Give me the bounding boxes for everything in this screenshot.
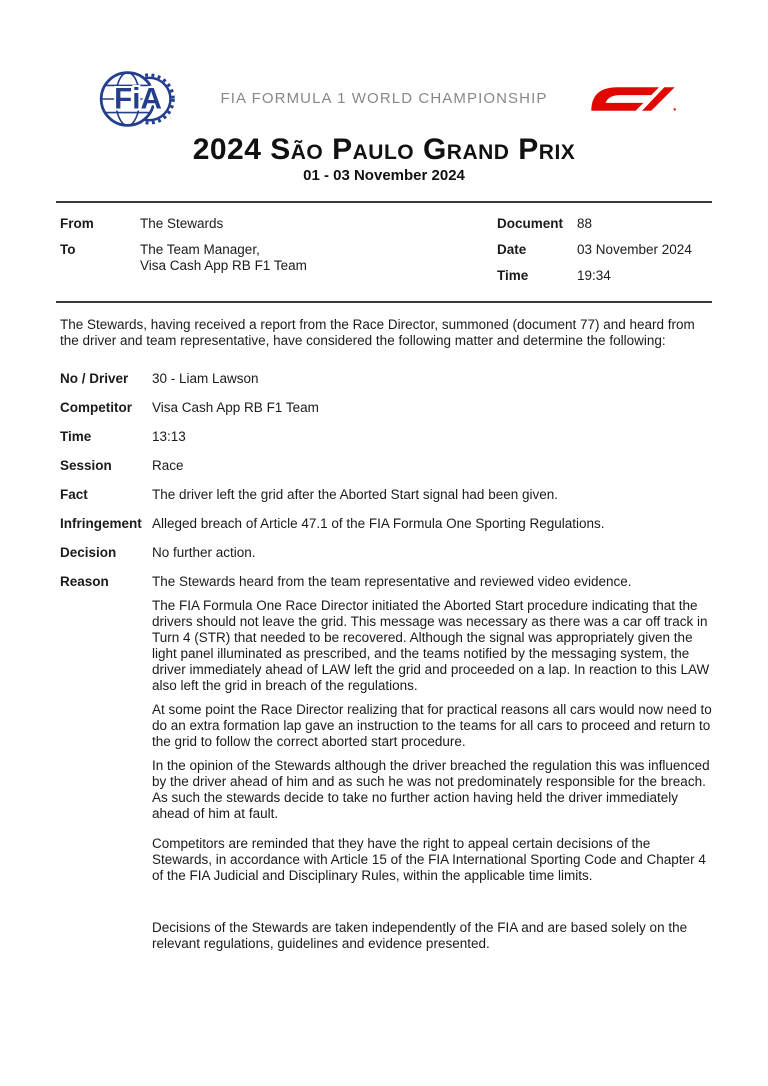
event-title: 2024 São Paulo Grand Prix (192, 133, 576, 166)
competitor-label: Competitor (60, 400, 132, 415)
reason-paragraph-4: In the opinion of the Stewards although the driver breached the regulation this was influenced by the driver ahead of him and as such he was not predominately responsible for the breach. As such the stewards decide to take no further action having held the driver immediately ahead of him at fault. (152, 758, 710, 821)
reason-value (152, 574, 712, 822)
decision-value: No further action. (152, 545, 256, 560)
infringement-value: Alleged breach of Article 47.1 of the FIA Formula One Sporting Regulations. (152, 516, 605, 531)
field-row-infringement (60, 516, 712, 532)
meta-right-column (497, 216, 712, 284)
to-value (140, 242, 497, 274)
session-time-value: 13:13 (152, 429, 186, 444)
svg-text:FiA: FiA (114, 82, 162, 116)
no-driver-label: No / Driver (60, 371, 129, 386)
document-value: 88 (577, 216, 593, 231)
intro-paragraph: The Stewards, having received a report from the Race Director, summoned (document 77) and heard from the driver and team representative, have considered the following matter and determine the following: (60, 317, 695, 348)
document-label: Document (497, 216, 564, 231)
field-row-decision (60, 545, 712, 561)
independence-notice: Decisions of the Stewards are taken independently of the FIA and are based solely on the relevant regulations, guidelines and evidence presented. (152, 920, 688, 951)
to-label: To (60, 242, 76, 257)
time-value: 19:34 (577, 268, 611, 283)
meta-left-column (60, 216, 497, 284)
appeal-notice: Competitors are reminded that they have the right to appeal certain decisions of the Stewards, in accordance with Article 15 of the FIA International Sporting Code and Chapter 4 of the FIA Judicial and Disciplinary Rules, within the applicable time limits. (152, 836, 706, 883)
event-dates: 01 - 03 November 2024 (303, 167, 465, 184)
field-row-reason (60, 574, 712, 822)
header (0, 0, 768, 140)
time-label: Time (497, 268, 529, 283)
championship-title: FIA FORMULA 1 WORLD CHAMPIONSHIP (220, 90, 548, 107)
fact-label: Fact (60, 487, 88, 502)
reason-paragraph-1: The Stewards heard from the team representative and reviewed video evidence. (152, 574, 632, 589)
to-value-line1: The Team Manager, (140, 242, 260, 257)
date-label: Date (497, 242, 527, 257)
meta-table (56, 201, 712, 303)
meta-row-date (497, 242, 712, 258)
session-time-label: Time (60, 429, 92, 444)
to-value-line2: Visa Cash App RB F1 Team (140, 258, 307, 273)
decision-label: Decision (60, 545, 117, 560)
meta-row-time (497, 268, 712, 284)
f1-logo-icon (590, 84, 676, 114)
fia-logo-icon (98, 58, 178, 140)
meta-row-to (60, 242, 497, 274)
meta-row-document (497, 216, 712, 232)
from-value: The Stewards (140, 216, 224, 231)
no-driver-value: 30 - Liam Lawson (152, 371, 259, 386)
field-row-session (60, 458, 712, 474)
competitor-value: Visa Cash App RB F1 Team (152, 400, 319, 415)
infringement-label: Infringement (60, 516, 142, 531)
meta-row-from (60, 216, 497, 232)
closing-notices (152, 836, 712, 952)
date-value: 03 November 2024 (577, 242, 692, 257)
reason-paragraph-2: The FIA Formula One Race Director initiated the Aborted Start procedure indicating that the drivers should not leave the grid. This message was necessary as there was a car off track in Turn 4 (STR) that needed to be recovered. Although the signal was appropriately given the light panel illuminated as prescribed, and the teams notified by the messaging system, the driver immediately ahead of LAW left the grid and proceeded on a lap. In reaction to this LAW also left the grid in breach of the regulations. (152, 598, 710, 693)
session-label: Session (60, 458, 112, 473)
field-row-time (60, 429, 712, 445)
reason-label: Reason (60, 574, 109, 589)
field-row-competitor (60, 400, 712, 416)
session-value: Race (152, 458, 184, 473)
decision-fields (60, 371, 712, 822)
from-label: From (60, 216, 94, 231)
title-block (0, 134, 768, 185)
field-row-no-driver (60, 371, 712, 387)
reason-paragraph-3: At some point the Race Director realizing that for practical reasons all cars would now need to do an extra formation lap gave an instruction to the teams for all cars to proceed and return to the grid to follow the correct aborted start procedure. (152, 702, 712, 749)
fact-value: The driver left the grid after the Aborted Start signal had been given. (152, 487, 558, 502)
field-row-fact (60, 487, 712, 503)
